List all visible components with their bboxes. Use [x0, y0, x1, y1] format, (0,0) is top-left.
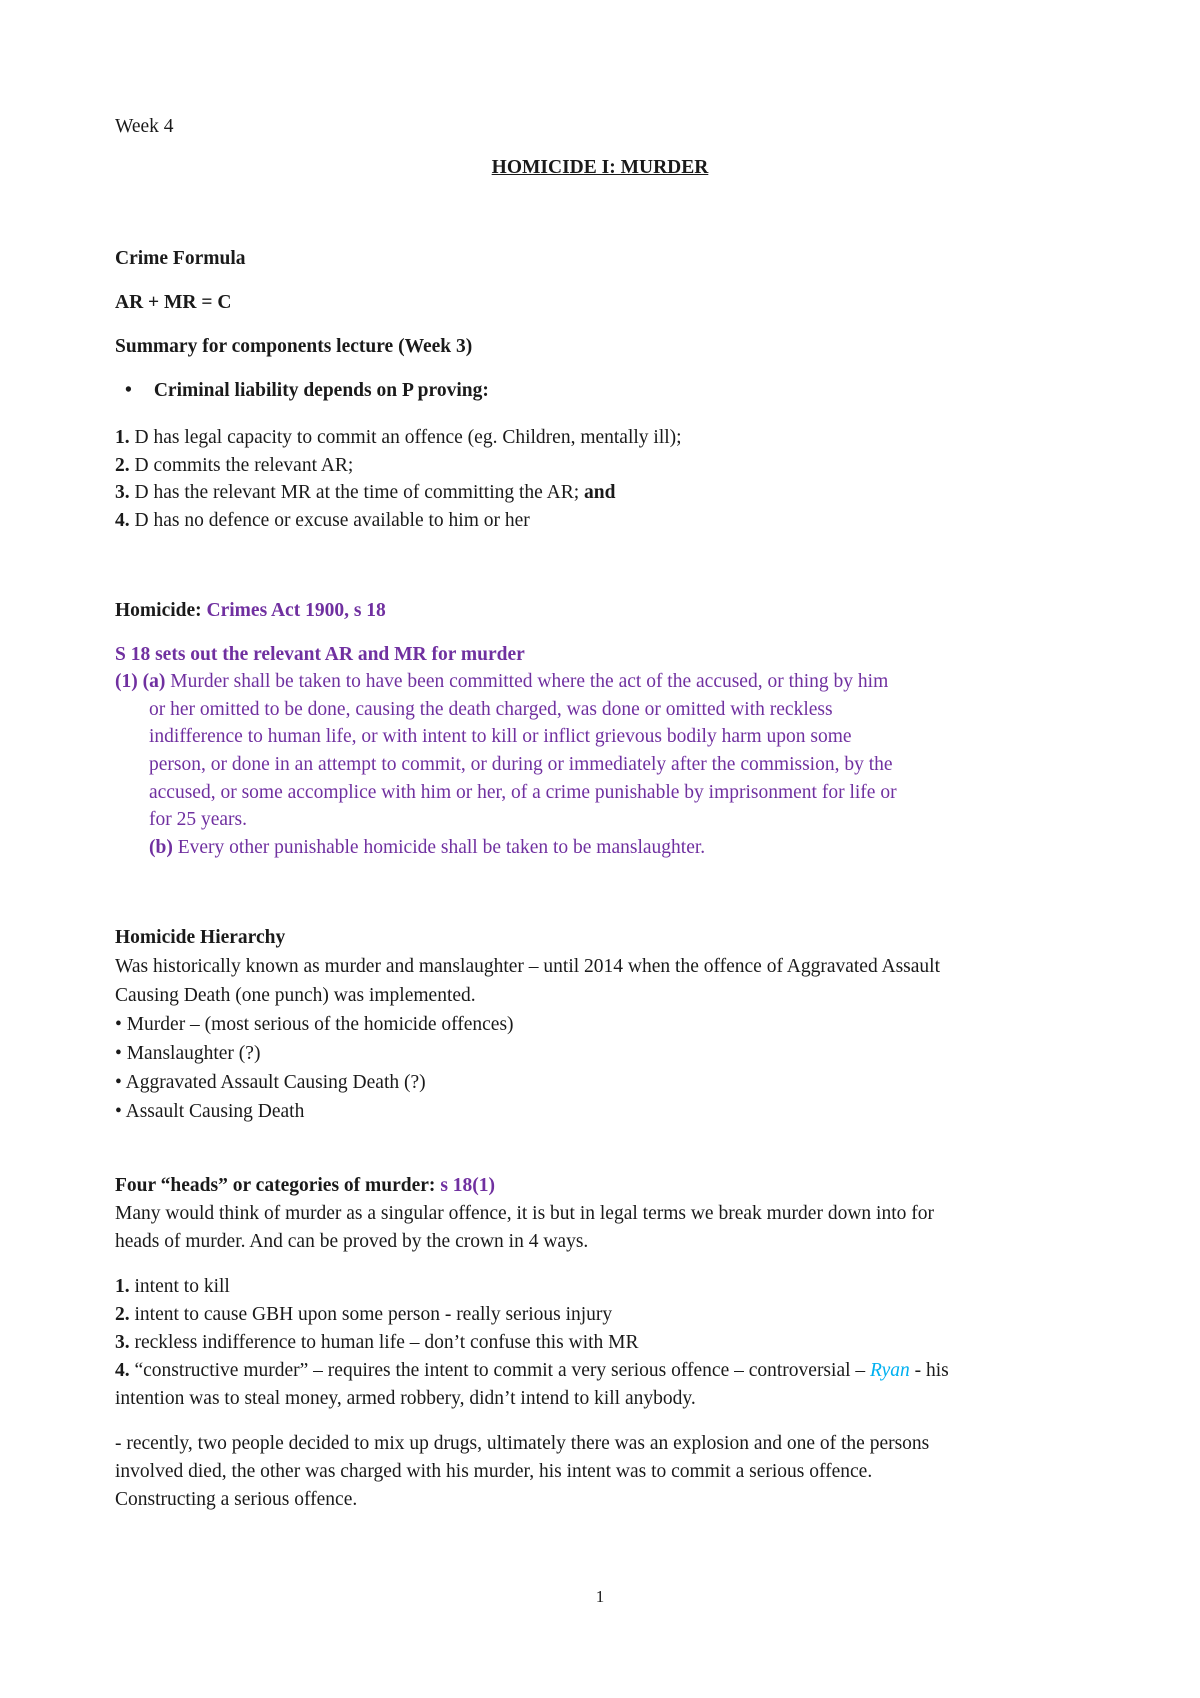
bullet-icon: •	[125, 380, 132, 401]
s18-subsection-a	[115, 668, 888, 696]
list-item	[115, 452, 353, 480]
list-item: • Manslaughter (?)	[115, 1043, 261, 1064]
statute-line: accused, or some accomplice with him or her, of a crime punishable by imprisonment for life or	[149, 782, 897, 803]
heads-heading-label: Four “heads” or categories of murder:	[115, 1175, 441, 1196]
list-item	[115, 479, 615, 507]
heads-intro: Many would think of murder as a singular offence, it is but in legal terms we break murder down into for	[115, 1203, 934, 1224]
list-item: • Aggravated Assault Causing Death (?)	[115, 1072, 426, 1093]
crime-formula-heading: Crime Formula	[115, 248, 246, 269]
list-item	[115, 424, 682, 452]
list-text-tail: - his	[909, 1360, 949, 1381]
paragraph-label: (b)	[149, 837, 173, 858]
statute-line: for 25 years.	[149, 809, 248, 830]
list-text: intent to kill	[129, 1276, 230, 1297]
s18-heading: S 18 sets out the relevant AR and MR for murder	[115, 644, 525, 665]
statute-line: or her omitted to be done, causing the death charged, was done or omitted with reckless	[149, 699, 833, 720]
hierarchy-intro: Was historically known as murder and manslaughter – until 2014 when the offence of Aggravated Assault	[115, 956, 940, 977]
statute-line: person, or done in an attempt to commit, or during or immediately after the commission, by the	[149, 754, 893, 775]
list-text: intent to cause GBH upon some person - really serious injury	[129, 1304, 613, 1325]
statute-text: Murder shall be taken to have been committed where the act of the accused, or thing by him	[165, 671, 889, 692]
section-reference: s 18(1)	[440, 1175, 496, 1196]
list-num: 3.	[115, 482, 130, 503]
heads-heading	[115, 1172, 495, 1200]
list-item	[115, 1273, 230, 1301]
list-item: • Assault Causing Death	[115, 1101, 305, 1122]
list-text: “constructive murder” – requires the intent to commit a very serious offence – controversial –	[129, 1360, 871, 1381]
list-num: 2.	[115, 455, 130, 476]
hierarchy-intro: Causing Death (one punch) was implemented.	[115, 985, 476, 1006]
list-text: reckless indifference to human life – don’t confuse this with MR	[129, 1332, 639, 1353]
statute-text: Every other punishable homicide shall be taken to be manslaughter.	[172, 837, 706, 858]
list-bold-tail: and	[584, 482, 616, 503]
list-text: D has the relevant MR at the time of committing the AR;	[129, 482, 584, 503]
list-item	[115, 507, 530, 535]
list-item-continuation: intention was to steal money, armed robbery, didn’t intend to kill anybody.	[115, 1388, 696, 1409]
case-name: Ryan	[870, 1360, 910, 1381]
note-line: - recently, two people decided to mix up drugs, ultimately there was an explosion and one of the persons	[115, 1433, 930, 1454]
bullet-item	[125, 377, 489, 405]
list-text: D has legal capacity to commit an offence (eg. Children, mentally ill);	[129, 427, 682, 448]
list-num: 1.	[115, 1276, 130, 1297]
bullet-text: Criminal liability depends on P proving:	[153, 380, 489, 401]
page-number: 1	[595, 1587, 605, 1606]
list-num: 4.	[115, 1360, 130, 1381]
list-num: 3.	[115, 1332, 130, 1353]
subsection-label: (1)	[115, 671, 138, 692]
statute-line: indifference to human life, or with intent to kill or inflict grievous bodily harm upon some	[149, 726, 852, 747]
list-num: 1.	[115, 427, 130, 448]
list-item	[115, 1357, 949, 1385]
heads-intro: heads of murder. And can be proved by the crown in 4 ways.	[115, 1231, 589, 1252]
week-label: Week 4	[115, 116, 174, 137]
homicide-heading	[115, 597, 386, 625]
hierarchy-heading: Homicide Hierarchy	[115, 927, 286, 948]
act-reference: Crimes Act 1900, s 18	[206, 600, 386, 621]
note-line: Constructing a serious offence.	[115, 1489, 358, 1510]
list-item	[115, 1329, 639, 1357]
crime-formula: AR + MR = C	[115, 292, 232, 313]
list-text: D commits the relevant AR;	[129, 455, 354, 476]
homicide-heading-label: Homicide:	[115, 600, 207, 621]
note-line: involved died, the other was charged with his murder, his intent was to commit a serious offence.	[115, 1461, 873, 1482]
paragraph-label: (a)	[142, 671, 166, 692]
s18-subsection-b	[149, 834, 705, 862]
list-item	[115, 1301, 612, 1329]
list-item: • Murder – (most serious of the homicide offences)	[115, 1014, 514, 1035]
page-title: HOMICIDE I: MURDER	[491, 157, 709, 178]
list-num: 4.	[115, 510, 130, 531]
summary-heading: Summary for components lecture (Week 3)	[115, 336, 473, 357]
list-num: 2.	[115, 1304, 130, 1325]
list-text: D has no defence or excuse available to him or her	[129, 510, 530, 531]
